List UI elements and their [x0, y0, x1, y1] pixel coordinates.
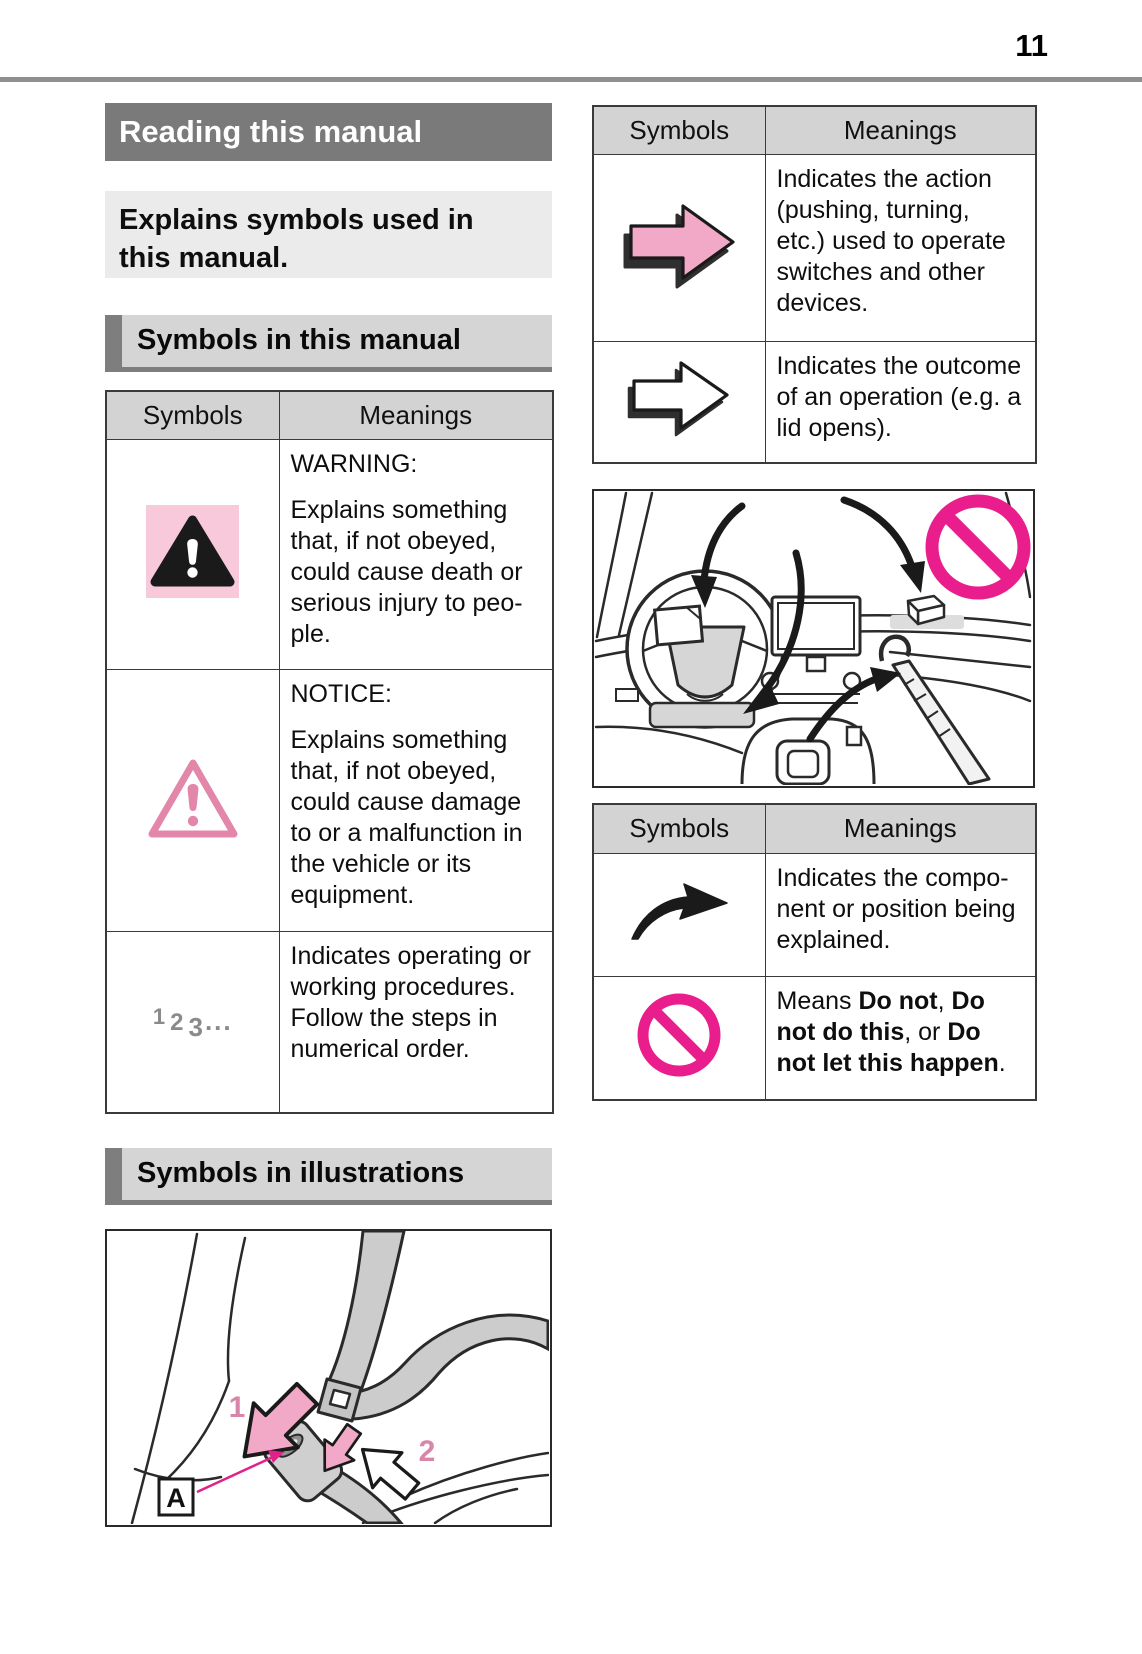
- warning-heading: WARNING:: [290, 449, 418, 478]
- component-text: Indicates the component or position being explained.: [776, 863, 1016, 954]
- intro-text: Explains symbols used in this manual.: [119, 204, 474, 274]
- table-header-row: [593, 804, 1036, 853]
- symbols-column-header: Symbols: [593, 106, 765, 154]
- table-header-row: [593, 106, 1036, 154]
- symbols-in-manual-table: [105, 390, 554, 1114]
- step-ellipsis: ...: [204, 1006, 233, 1037]
- warning-meaning-cell: [279, 439, 553, 669]
- step-3: 3: [188, 1012, 203, 1043]
- steps-text: Indicates operating or working procedures. Follow the steps in numerical order.: [290, 941, 531, 1063]
- meanings-column-header: Meanings: [279, 391, 553, 439]
- table-row: [593, 341, 1036, 463]
- table-header-row: [106, 391, 553, 439]
- numbered-steps-icon: [152, 1004, 233, 1043]
- section-symbols-in-illustrations: Symbols in illustrations: [105, 1148, 552, 1205]
- outcome-text: Indicates the outcome of an operation (e.g. a lid opens).: [776, 351, 1022, 442]
- header-rule: [0, 77, 1142, 82]
- symbols-column-header: Symbols: [593, 804, 765, 853]
- warning-symbol-cell: [106, 439, 279, 669]
- table-row: [106, 669, 553, 931]
- steps-symbol-cell: [106, 931, 279, 1113]
- meanings-column-header: Meanings: [765, 106, 1036, 154]
- prohibition-icon: [636, 1065, 722, 1082]
- table-row: [593, 976, 1036, 1100]
- step-1-label: 1: [228, 1391, 246, 1424]
- prohibition-text: Means Do not, Do not do this, or Do not let this happen.: [776, 986, 1006, 1077]
- notice-meaning-cell: [279, 669, 553, 931]
- operation-symbols-table: [592, 105, 1037, 464]
- intro-box: [105, 191, 552, 278]
- indicator-symbols-table: [592, 803, 1037, 1101]
- component-symbol-cell: [593, 853, 765, 976]
- curved-arrow-icon: [628, 930, 730, 947]
- step-2-label: 2: [418, 1435, 436, 1468]
- meanings-column-header: Meanings: [765, 804, 1036, 853]
- step-2: 2: [170, 1009, 184, 1037]
- notice-heading: NOTICE:: [290, 679, 392, 708]
- component-meaning-cell: [765, 853, 1036, 976]
- warning-triangle-icon: [146, 585, 239, 602]
- marker-a-label: A: [166, 1483, 186, 1513]
- step-1: 1: [152, 1004, 166, 1030]
- table-row: [106, 439, 553, 669]
- dashboard-illustration: [592, 489, 1035, 788]
- pink-block-arrow-icon: [622, 276, 736, 293]
- section-symbols-in-manual: Symbols in this manual: [105, 315, 552, 372]
- outcome-meaning-cell: [765, 341, 1036, 463]
- page-title: Reading this manual: [105, 103, 552, 161]
- table-row: [106, 931, 553, 1113]
- symbols-column-header: Symbols: [106, 391, 279, 439]
- prohibition-symbol-cell: [593, 976, 765, 1100]
- table-row: [593, 853, 1036, 976]
- seatbelt-illustration: [105, 1229, 552, 1527]
- action-symbol-cell: [593, 154, 765, 341]
- action-text: Indicates the action (pushing, turning, etc.) used to operate switches and other devices.: [776, 164, 1006, 317]
- warning-text: Explains something that, if not obeyed, could cause death or serious injury to people.: [290, 495, 523, 648]
- steps-meaning-cell: [279, 931, 553, 1113]
- white-block-arrow-icon: [626, 426, 732, 443]
- table-row: [593, 154, 1036, 341]
- notice-symbol-cell: [106, 669, 279, 931]
- action-meaning-cell: [765, 154, 1036, 341]
- outcome-symbol-cell: [593, 341, 765, 463]
- prohibition-icon: [932, 501, 1024, 593]
- page-number: 11: [1015, 28, 1048, 63]
- prohibition-meaning-cell: [765, 976, 1036, 1100]
- notice-text: Explains something that, if not obeyed, could cause damage to or a malfunction in the vehicle or its equipment.: [290, 725, 523, 909]
- notice-triangle-icon: [144, 829, 242, 846]
